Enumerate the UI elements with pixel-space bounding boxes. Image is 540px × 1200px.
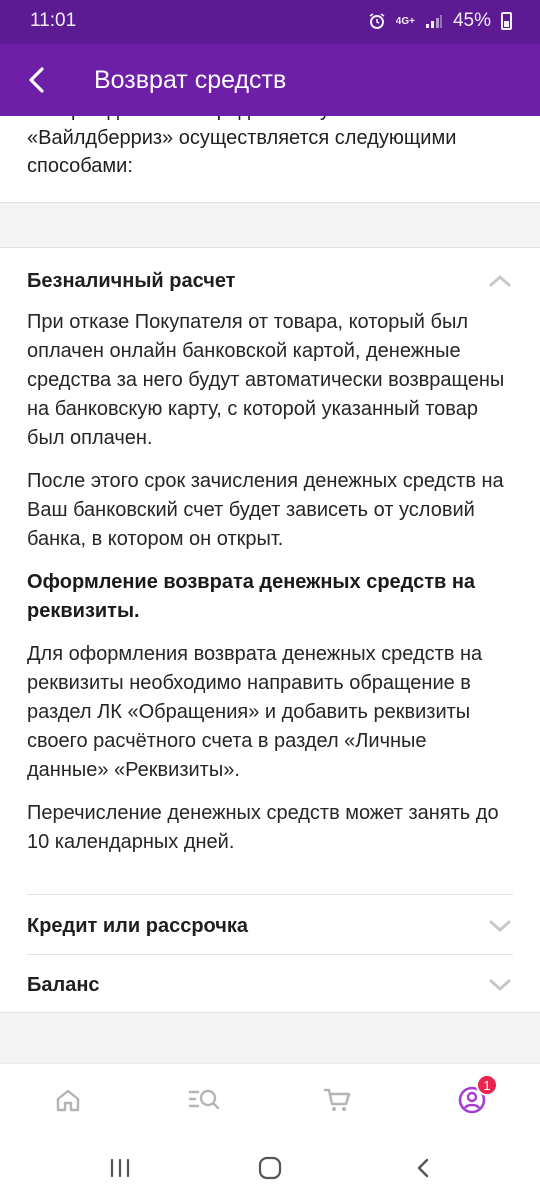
intro-text: «Вайлдберриз» осуществляется следующими способами: [27,127,457,177]
home-icon [54,1086,82,1114]
back-chevron-icon [415,1157,431,1179]
chevron-left-icon [27,66,47,94]
battery-percent: 45% [452,10,491,31]
system-nav-bar [0,1137,540,1200]
recent-apps-button[interactable] [100,1151,140,1185]
subheading: Оформление возврата денежных средств на реквизиты. [27,571,476,622]
battery-icon [501,12,512,30]
app-bar [0,44,540,116]
nav-catalog-search[interactable] [184,1080,224,1120]
recent-apps-icon [109,1158,131,1178]
paragraph: Перечисление денежных средств может занять до 10 календарных дней. [27,802,499,853]
back-button[interactable] [0,44,74,116]
nav-profile[interactable] [452,1077,492,1120]
section-separator [0,202,540,248]
cart-icon [323,1086,353,1114]
accordion-header-cashless[interactable] [27,252,513,310]
accordion-body-cashless [27,308,513,871]
home-circle-icon [258,1156,282,1180]
page-title: Возврат средств [94,65,287,94]
home-system-button[interactable] [250,1151,290,1185]
divider [27,954,513,955]
divider [27,894,513,895]
chevron-up-icon [487,268,513,294]
status-indicators [368,10,512,32]
catalog-search-icon [187,1086,221,1114]
back-system-button[interactable] [403,1151,443,1185]
section-separator [0,1012,540,1064]
accordion-title: Безналичный расчет [27,269,236,292]
profile-notification-badge: 1 [476,1074,498,1096]
bottom-nav [0,1063,540,1137]
accordion-title: Баланс [27,973,100,996]
signal-icon [425,13,443,29]
alarm-icon [368,12,386,30]
chevron-down-icon [487,913,513,939]
paragraph: Для оформления возврата денежных средств на реквизиты необходимо направить обращение в раздел ЛК «Обращения» и добавить реквизиты своего расчётного счета в раздел «Личные данные» «Реквизиты». [27,643,483,781]
network-label: 4G+ [395,15,415,27]
accordion-header-credit[interactable] [27,897,513,955]
accordion-title: Кредит или рассрочка [27,914,249,937]
chevron-down-icon [487,972,513,998]
paragraph: При отказе Покупателя от товара, который был оплачен онлайн банковской картой, денежные средства за него будут автоматически возвращены на банковскую карту, с которой указанный товар был оплачен. [27,311,505,449]
status-bar [0,0,540,44]
nav-home[interactable] [48,1080,88,1120]
status-time: 11:01 [30,10,77,31]
content-scroll-area[interactable] [0,116,540,1063]
nav-cart[interactable] [318,1080,358,1120]
accordion-header-balance[interactable] [27,956,513,1014]
paragraph: После этого срок зачисления денежных средств на Ваш банковский счет будет зависеть от условий банка, в котором он открыт. [27,470,504,550]
